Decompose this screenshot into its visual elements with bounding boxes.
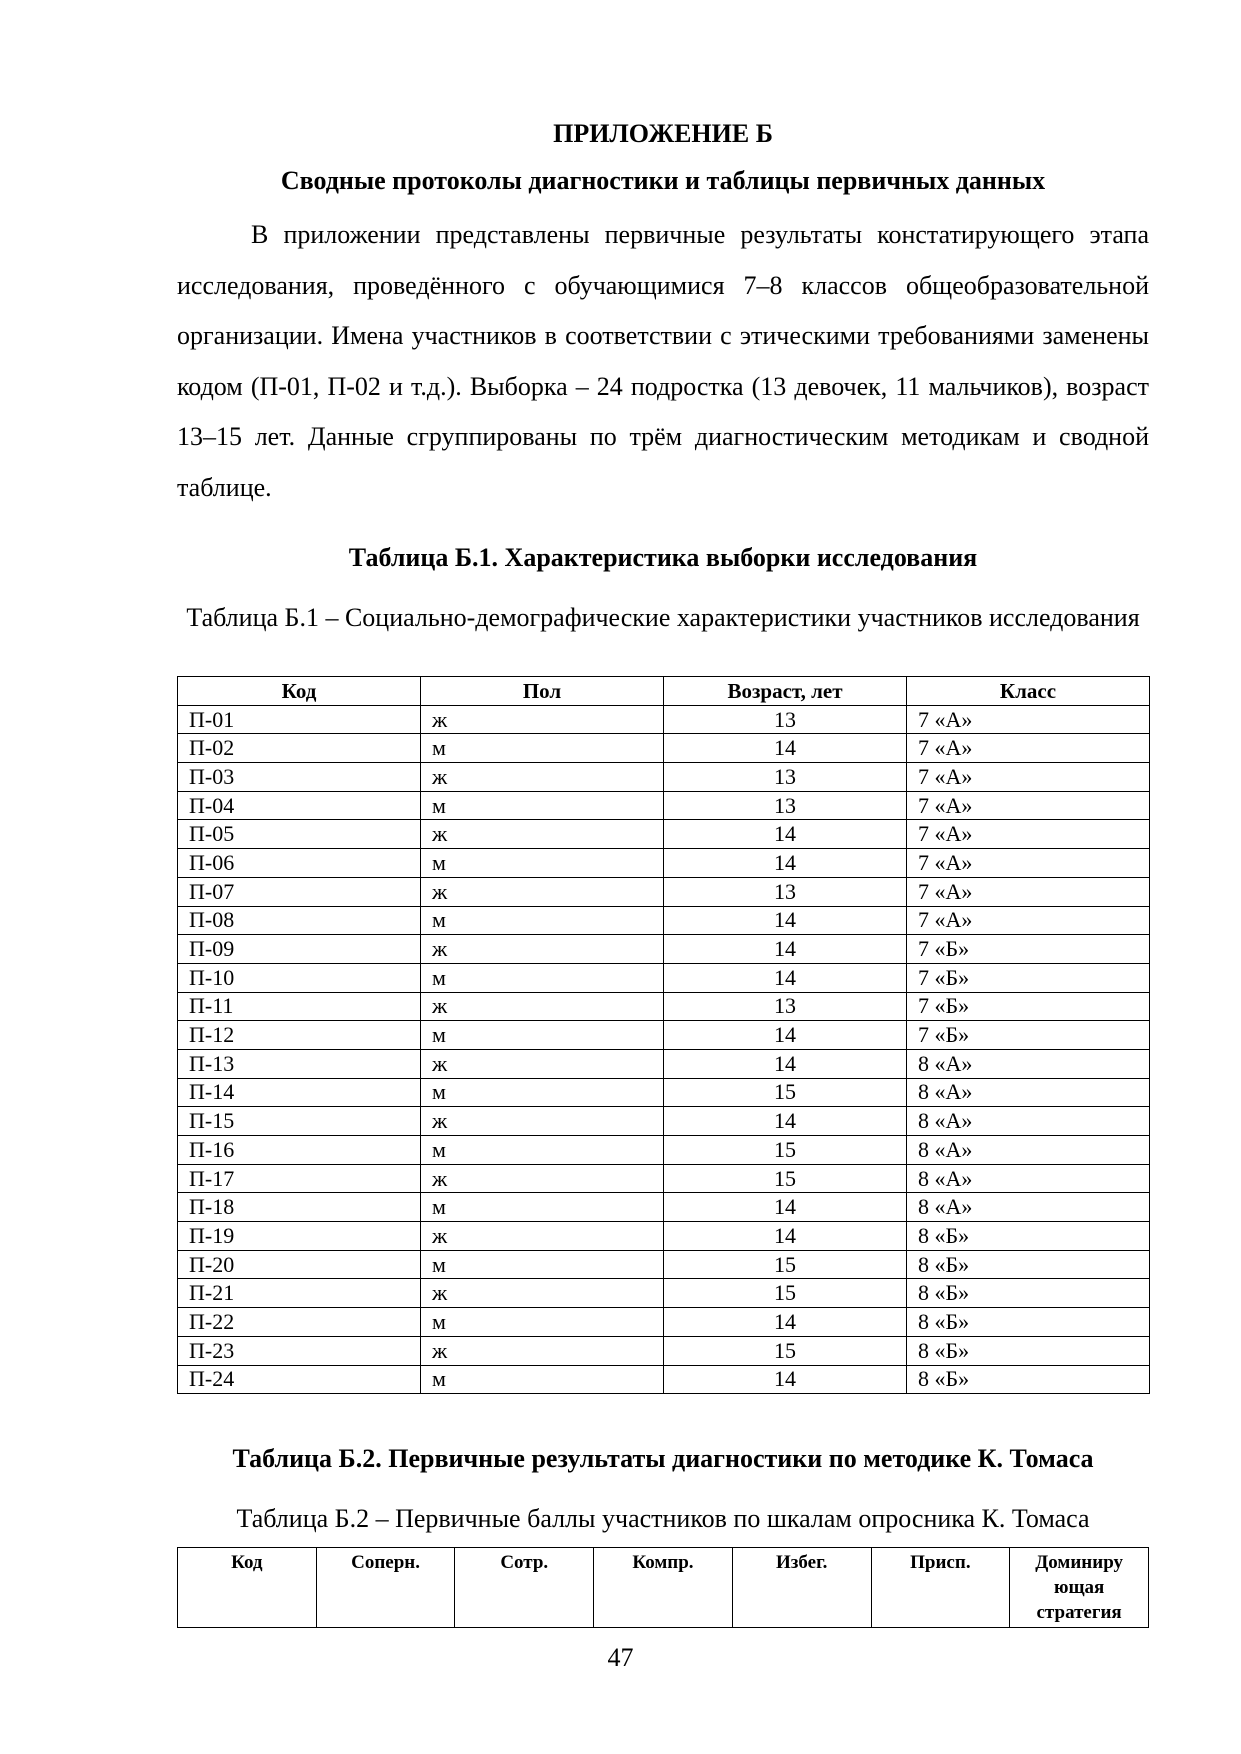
table-cell: П-09 (178, 935, 421, 964)
table-cell: П-21 (178, 1279, 421, 1308)
thomas-results-table (177, 1547, 1149, 1628)
table-cell: П-01 (178, 705, 421, 734)
table-row (178, 1164, 1150, 1193)
table-row (178, 1279, 1150, 1308)
table-cell: ж (421, 1336, 664, 1365)
table-cell: 14 (664, 1107, 907, 1136)
page-number: 47 (607, 1643, 634, 1672)
table-cell: П-06 (178, 849, 421, 878)
table1-heading: Таблица Б.1. Характеристика выборки исследования (348, 543, 978, 572)
table-cell: м (421, 1136, 664, 1165)
table-row (178, 1021, 1150, 1050)
table2-header-cell: Компр. (594, 1548, 733, 1628)
table-cell: П-07 (178, 877, 421, 906)
table-cell: 7 «Б» (907, 963, 1150, 992)
table-cell: 14 (664, 1021, 907, 1050)
table-cell: 8 «А» (907, 1136, 1150, 1165)
table-row (178, 820, 1150, 849)
table-cell: м (421, 963, 664, 992)
table-cell: П-17 (178, 1164, 421, 1193)
table-row (178, 877, 1150, 906)
table-cell: П-13 (178, 1049, 421, 1078)
table-cell: П-08 (178, 906, 421, 935)
appendix-subtitle: Сводные протоколы диагностики и таблицы первичных данных (280, 166, 1046, 195)
table-cell: м (421, 1021, 664, 1050)
table1-header-cell: Возраст, лет (664, 677, 907, 706)
table-cell: ж (421, 1222, 664, 1251)
table-cell: 7 «А» (907, 705, 1150, 734)
table-cell: 14 (664, 820, 907, 849)
table-cell: 7 «А» (907, 734, 1150, 763)
table-row (178, 992, 1150, 1021)
table-cell: 13 (664, 791, 907, 820)
table1-caption: Таблица Б.1 – Социально-демографические характеристики участников исследования (186, 603, 1140, 632)
table-cell: П-02 (178, 734, 421, 763)
appendix-title: ПРИЛОЖЕНИЕ Б (553, 119, 773, 148)
table-cell: ж (421, 877, 664, 906)
table-cell: 8 «Б» (907, 1308, 1150, 1337)
table-cell: 7 «Б» (907, 1021, 1150, 1050)
table-cell: 7 «А» (907, 906, 1150, 935)
table-cell: 8 «А» (907, 1078, 1150, 1107)
table1-header-cell: Код (178, 677, 421, 706)
table-cell: ж (421, 1107, 664, 1136)
table-row (178, 1049, 1150, 1078)
table-cell: 14 (664, 1193, 907, 1222)
table1-header-cell: Класс (907, 677, 1150, 706)
table-cell: 15 (664, 1078, 907, 1107)
table-cell: 14 (664, 963, 907, 992)
table-cell: 7 «А» (907, 849, 1150, 878)
table-cell: ж (421, 1049, 664, 1078)
table-cell: П-04 (178, 791, 421, 820)
table-cell: 8 «Б» (907, 1336, 1150, 1365)
table-cell: 7 «А» (907, 763, 1150, 792)
table-row (178, 763, 1150, 792)
table2-header-row (178, 1548, 1149, 1628)
table-cell: ж (421, 1279, 664, 1308)
table-row (178, 734, 1150, 763)
table-cell: 14 (664, 1365, 907, 1394)
table-cell: 8 «Б» (907, 1222, 1150, 1251)
table-cell: м (421, 1078, 664, 1107)
table2-header-cell: Код (178, 1548, 317, 1628)
table2-caption: Таблица Б.2 – Первичные баллы участников по шкалам опросника К. Томаса (236, 1504, 1090, 1533)
table-cell: 13 (664, 763, 907, 792)
table-cell: ж (421, 1164, 664, 1193)
intro-paragraph: В приложении представлены первичные результаты констатирующего этапа исследования, проведённого с обучающимися 7–8 классов общеобразовательной организации. Имена участников в соответствии с этическими требованиями заменены кодом (П-01, П-02 и т.д.). Выборка – 24 подростка (13 девочек, 11 мальчиков), возраст 13–15 лет. Данные сгруппированы по трём диагностическим методикам и сводной таблице. (177, 220, 1149, 502)
table-row (178, 1222, 1150, 1251)
table-cell: м (421, 1308, 664, 1337)
table-cell: 8 «А» (907, 1193, 1150, 1222)
table-cell: П-11 (178, 992, 421, 1021)
table-row (178, 705, 1150, 734)
table-cell: П-03 (178, 763, 421, 792)
table-cell: 13 (664, 705, 907, 734)
table-cell: 8 «Б» (907, 1250, 1150, 1279)
table-cell: м (421, 734, 664, 763)
table-row (178, 1250, 1150, 1279)
table-row (178, 1308, 1150, 1337)
table-cell: 14 (664, 1222, 907, 1251)
table-cell: м (421, 1193, 664, 1222)
table-row (178, 1136, 1150, 1165)
table-cell: П-10 (178, 963, 421, 992)
table-cell: м (421, 1250, 664, 1279)
table-row (178, 1193, 1150, 1222)
table-row (178, 791, 1150, 820)
table-row (178, 906, 1150, 935)
table-cell: ж (421, 992, 664, 1021)
table-cell: 14 (664, 906, 907, 935)
table-cell: 14 (664, 1308, 907, 1337)
table-cell: м (421, 849, 664, 878)
table1-header-row (178, 677, 1150, 706)
table-cell: м (421, 1365, 664, 1394)
table2-header-cell: Соперн. (316, 1548, 455, 1628)
table-cell: 7 «А» (907, 791, 1150, 820)
table-cell: 7 «Б» (907, 992, 1150, 1021)
table-cell: ж (421, 705, 664, 734)
table-row (178, 1078, 1150, 1107)
table2-header-cell: Доминиру ющая стратегия (1010, 1548, 1149, 1628)
table-cell: ж (421, 763, 664, 792)
table2-header-cell: Сотр. (455, 1548, 594, 1628)
sample-characteristics-table (177, 676, 1150, 1394)
table-cell: П-12 (178, 1021, 421, 1050)
table-cell: 7 «А» (907, 820, 1150, 849)
table-cell: П-16 (178, 1136, 421, 1165)
table-cell: П-22 (178, 1308, 421, 1337)
table2-header-cell: Избег. (732, 1548, 871, 1628)
table-cell: П-18 (178, 1193, 421, 1222)
table-cell: 8 «А» (907, 1164, 1150, 1193)
table-cell: 14 (664, 734, 907, 763)
table-cell: 14 (664, 1049, 907, 1078)
table-cell: м (421, 906, 664, 935)
table-cell: 7 «А» (907, 877, 1150, 906)
table-row (178, 935, 1150, 964)
table-cell: П-23 (178, 1336, 421, 1365)
table-cell: 15 (664, 1279, 907, 1308)
table2-heading: Таблица Б.2. Первичные результаты диагностики по методике К. Томаса (232, 1444, 1094, 1473)
table-cell: 8 «Б» (907, 1365, 1150, 1394)
table-cell: 15 (664, 1136, 907, 1165)
table-cell: 14 (664, 849, 907, 878)
table-cell: П-05 (178, 820, 421, 849)
table-cell: П-15 (178, 1107, 421, 1136)
table-cell: м (421, 791, 664, 820)
table-cell: 15 (664, 1250, 907, 1279)
table-cell: ж (421, 935, 664, 964)
table-row (178, 849, 1150, 878)
table-cell: П-20 (178, 1250, 421, 1279)
table-cell: 8 «А» (907, 1107, 1150, 1136)
table-cell: ж (421, 820, 664, 849)
table-row (178, 1336, 1150, 1365)
table-cell: 15 (664, 1164, 907, 1193)
table-row (178, 963, 1150, 992)
table1-header-cell: Пол (421, 677, 664, 706)
table-row (178, 1107, 1150, 1136)
table-cell: 7 «Б» (907, 935, 1150, 964)
table-cell: 15 (664, 1336, 907, 1365)
table-cell: 8 «А» (907, 1049, 1150, 1078)
table-cell: П-24 (178, 1365, 421, 1394)
table-cell: 14 (664, 935, 907, 964)
table-cell: П-14 (178, 1078, 421, 1107)
table-row (178, 1365, 1150, 1394)
table-cell: 8 «Б» (907, 1279, 1150, 1308)
table1-body (178, 705, 1150, 1394)
table2-header-cell: Присп. (871, 1548, 1010, 1628)
table-cell: 13 (664, 992, 907, 1021)
table-cell: П-19 (178, 1222, 421, 1251)
table-cell: 13 (664, 877, 907, 906)
